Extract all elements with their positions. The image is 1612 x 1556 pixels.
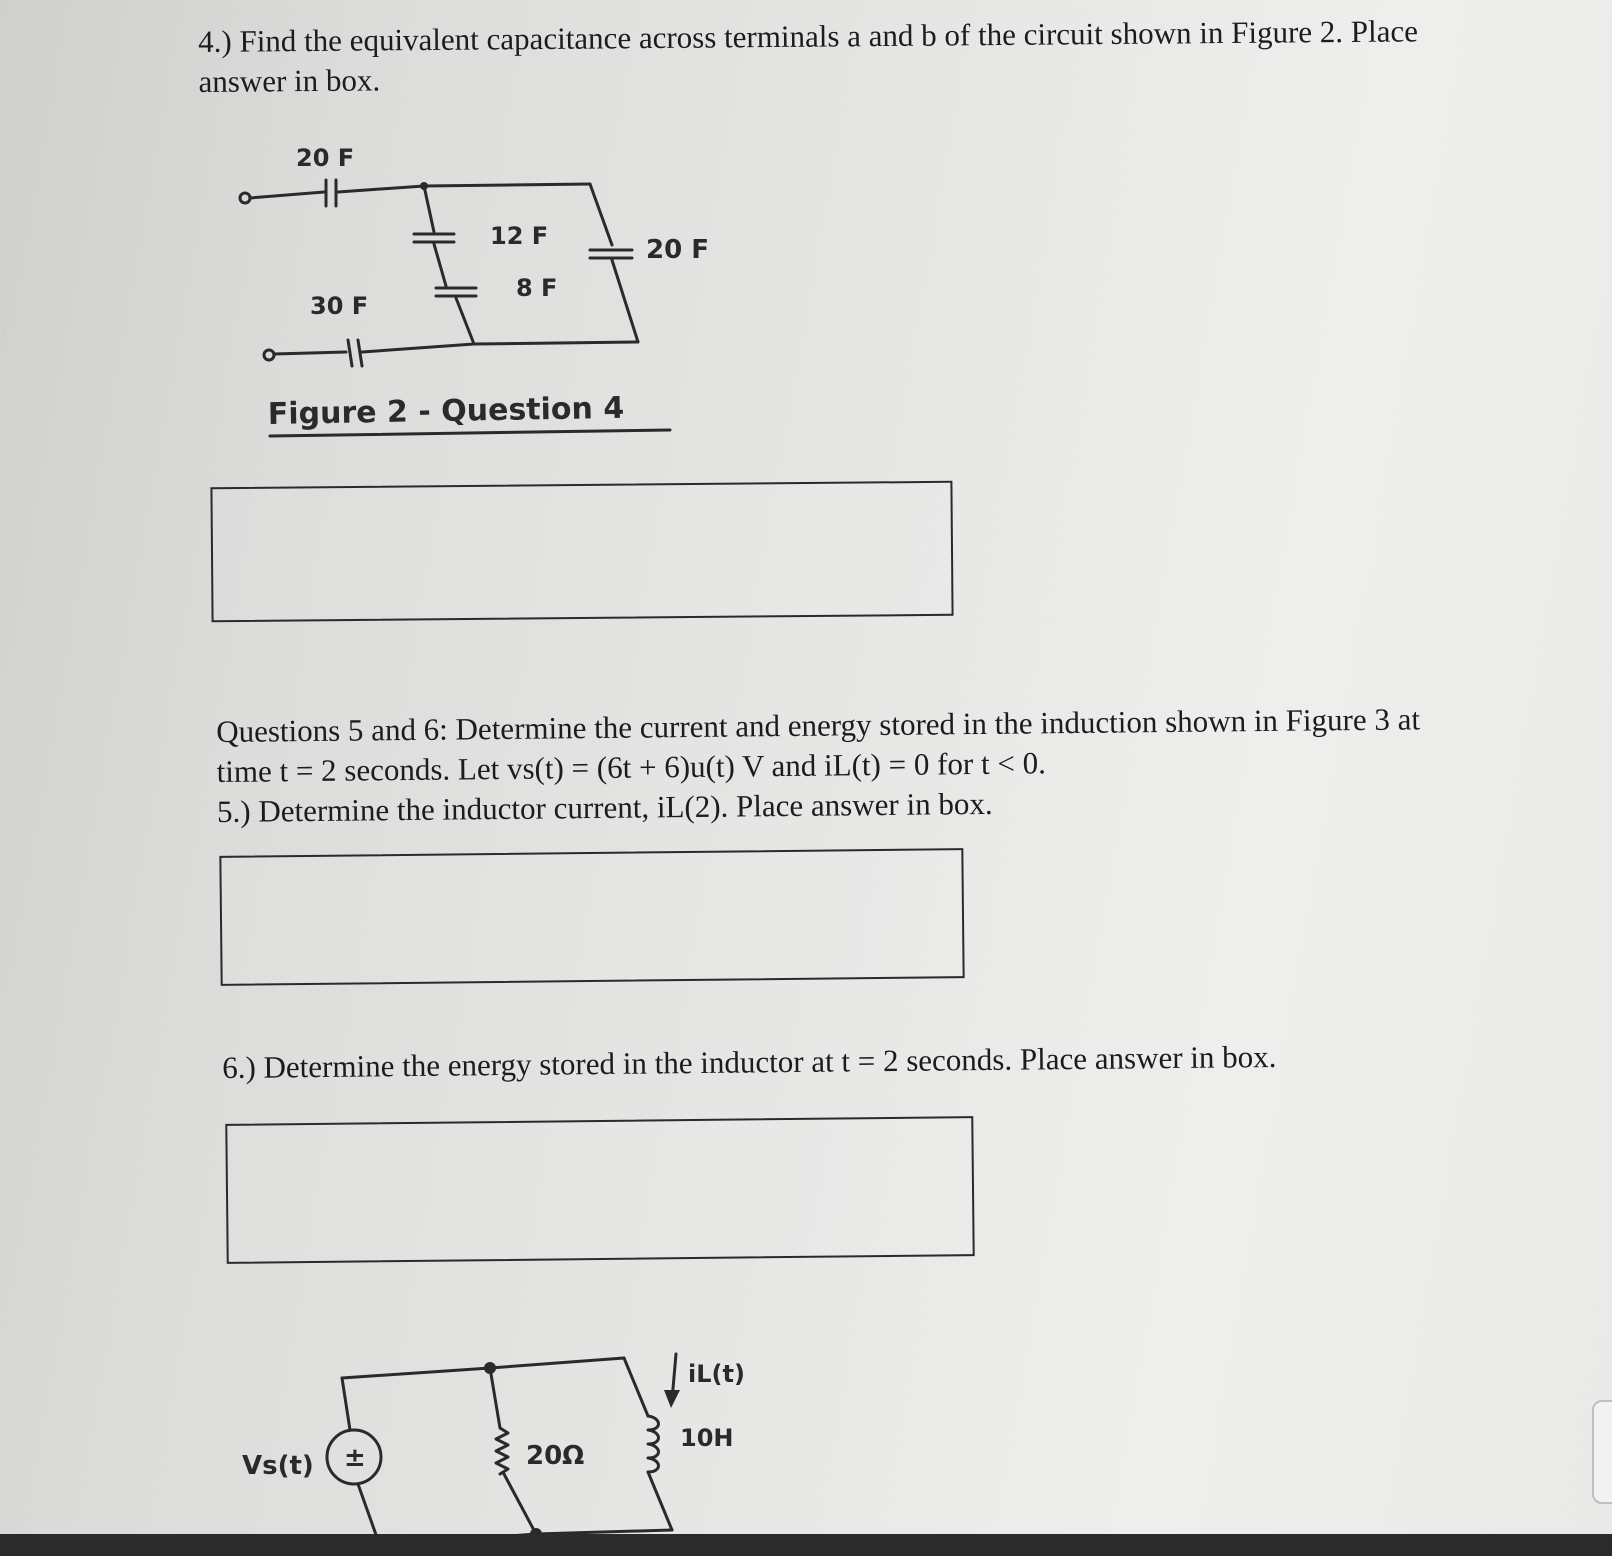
source-plus-minus: ±: [344, 1443, 366, 1473]
intro-line-1: Questions 5 and 6: Determine the current and energy stored in the induction shown in Figure 3 at: [216, 701, 1421, 749]
question-4-line-2: answer in box.: [198, 62, 381, 99]
intro-line-2: time t = 2 seconds. Let vs(t) = (6t + 6)u(t) V and iL(t) = 0 for t < 0.: [216, 745, 1047, 789]
label-current: iL(t): [688, 1360, 745, 1388]
question-4-line-1: 4.) Find the equivalent capacitance across terminals a and b of the circuit shown in Figure 2. Place: [198, 13, 1419, 59]
question-4-text: [198, 11, 1418, 102]
question-5-text: 5.) Determine the inductor current, iL(2). Place answer in box.: [216, 785, 993, 829]
label-inductor: 10H: [680, 1424, 734, 1452]
answer-box-question-5[interactable]: [219, 848, 964, 986]
question-6-text: [222, 1037, 1277, 1088]
current-arrow-head: [664, 1390, 680, 1408]
questions-5-6-intro: [216, 699, 1421, 832]
label-cap-right: 20 F: [646, 235, 709, 265]
answer-box-question-6[interactable]: [225, 1116, 974, 1264]
cap-30f-plate-1: [348, 340, 352, 366]
label-cap-top-left: 20 F: [296, 144, 355, 172]
label-source: Vs(t): [242, 1451, 314, 1481]
node-top: [484, 1362, 496, 1374]
caption-underline: [270, 430, 670, 436]
cap-30f-plate-2: [358, 340, 362, 366]
terminal-b: [264, 350, 274, 360]
label-cap-bottom-left: 30 F: [310, 292, 369, 320]
page-edge-tab: [1592, 1400, 1612, 1504]
label-resistor: 20Ω: [526, 1441, 585, 1471]
resistor-20-ohm: [496, 1428, 508, 1474]
label-cap-mid-bottom: 8 F: [516, 274, 558, 302]
terminal-a: [240, 193, 250, 203]
label-cap-mid-top: 12 F: [490, 222, 549, 250]
screen-bottom-edge: [0, 1534, 1612, 1556]
inductor-10-h: [648, 1416, 659, 1472]
voltage-source-symbol: [327, 1430, 381, 1484]
question-6-line: 6.) Determine the energy stored in the inductor at t = 2 seconds. Place answer in box.: [222, 1038, 1277, 1085]
answer-box-question-4[interactable]: [210, 481, 953, 622]
figure-2-caption: Figure 2 - Question 4: [267, 390, 625, 432]
